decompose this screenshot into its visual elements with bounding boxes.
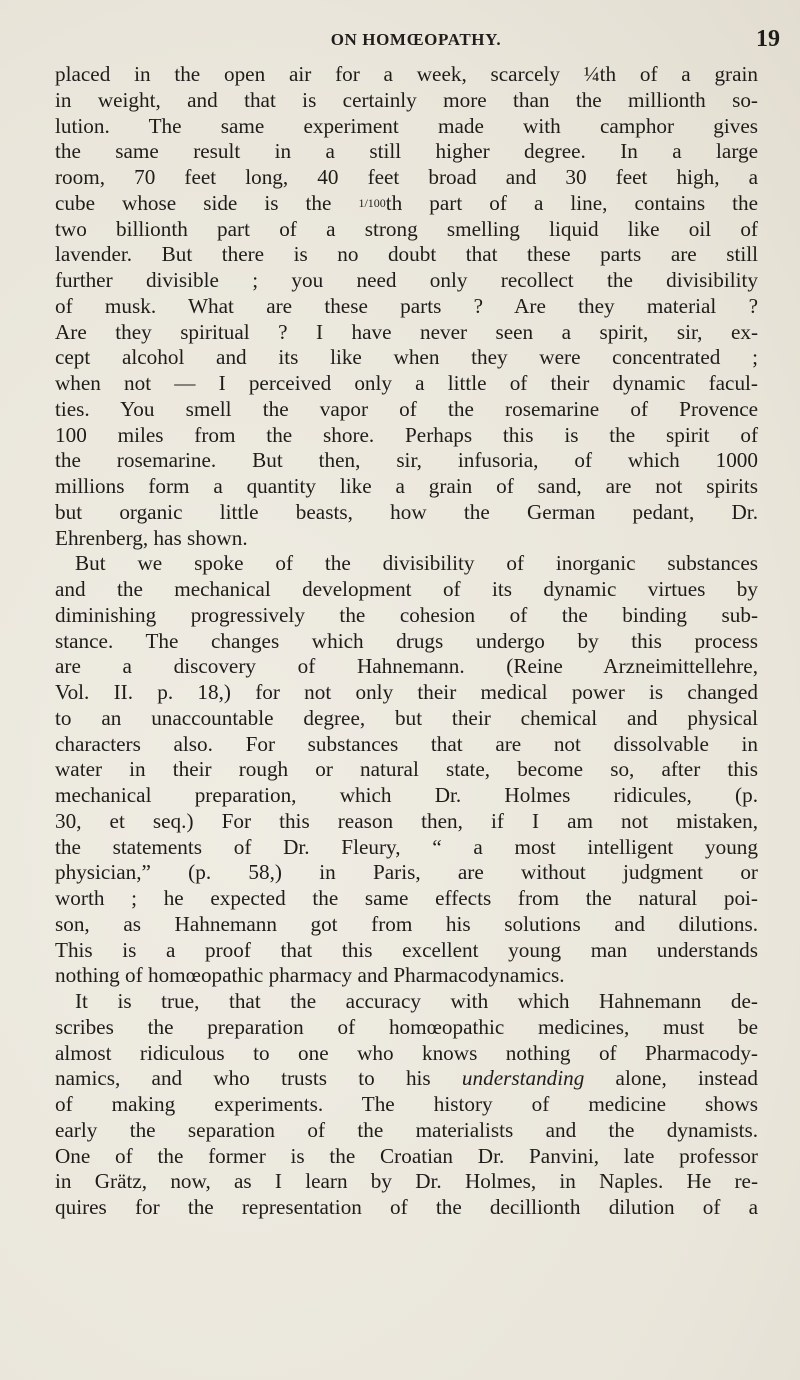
text-line: cept alcohol and its like when they were concentrated ; bbox=[55, 345, 758, 370]
text-line: in weight, and that is certainly more than the millionth so- bbox=[55, 87, 758, 112]
text-line: worth ; he expected the same effects from the natural poi- bbox=[55, 886, 758, 910]
page-number: 19 bbox=[756, 26, 780, 52]
text-line: millions form a quantity like a grain of sand, are not spirits bbox=[55, 474, 758, 498]
text-line: scribes the preparation of homœopathic medicines, must be bbox=[55, 1014, 758, 1039]
text-line: physician,” (p. 58,) in Paris, are without judgment or bbox=[55, 860, 758, 885]
text-line: and the mechanical development of its dynamic virtues by bbox=[55, 577, 758, 601]
text-line: mechanical preparation, which Dr. Holmes ridicules, (p. bbox=[55, 783, 758, 807]
text-line: further divisible ; you need only recollect the divisibility bbox=[55, 268, 758, 292]
text-run: namics, and who trusts to his bbox=[55, 1066, 462, 1091]
text-line: are a discovery of Hahnemann. (Reine Arzneimittellehre, bbox=[55, 654, 758, 679]
text-line: One of the former is the Croatian Dr. Panvini, late professor bbox=[55, 1143, 758, 1168]
text-line: ties. You smell the vapor of the rosemarine of Provence bbox=[55, 396, 758, 421]
text-line: characters also. For substances that are not dissolvable in bbox=[55, 731, 758, 756]
text-line: of musk. What are these parts ? Are they material ? bbox=[55, 293, 758, 318]
text-line: nothing of homœopathic pharmacy and Pharmacodynamics. bbox=[55, 963, 565, 988]
text-line: two billionth part of a strong smelling liquid like oil of bbox=[55, 216, 758, 241]
running-title: ON HOMŒOPATHY. bbox=[330, 30, 502, 49]
text-line: of making experiments. The history of medicine shows bbox=[55, 1092, 758, 1116]
text-line: But we spoke of the divisibility of inorganic substances bbox=[75, 551, 758, 576]
text-line: diminishing progressively the cohesion of the binding sub- bbox=[55, 602, 758, 627]
fraction: 1/100 bbox=[358, 195, 386, 210]
text-run: alone, instead bbox=[584, 1066, 758, 1091]
text-line: almost ridiculous to one who knows nothing of Pharmacody- bbox=[55, 1040, 758, 1065]
text-line: Are they spiritual ? I have never seen a spirit, sir, ex- bbox=[55, 319, 758, 344]
text-line: the same result in a still higher degree. In a large bbox=[55, 139, 758, 164]
text-line: Ehrenberg, has shown. bbox=[55, 525, 248, 550]
text-line: stance. The changes which drugs undergo by this process bbox=[55, 628, 758, 653]
text-line: water in their rough or natural state, become so, after this bbox=[55, 757, 758, 782]
text-line: in Grätz, now, as I learn by Dr. Holmes, in Naples. He re- bbox=[55, 1169, 758, 1194]
text-run: cube whose side is the bbox=[55, 190, 359, 215]
text-line: early the separation of the materialists and the dynamists. bbox=[55, 1117, 758, 1142]
body-text bbox=[55, 62, 758, 1221]
text-line: the statements of Dr. Fleury, “ a most intelligent young bbox=[55, 834, 758, 859]
text-line: placed in the open air for a week, scarcely ¼th of a grain bbox=[55, 62, 758, 86]
text-line: 100 miles from the shore. Perhaps this is the spirit of bbox=[55, 422, 758, 447]
text-line: when not — I perceived only a little of their dynamic facul- bbox=[55, 371, 758, 395]
text-line: son, as Hahnemann got from his solutions and dilutions. bbox=[55, 911, 758, 936]
text-line: quires for the representation of the decillionth dilution of a bbox=[55, 1195, 758, 1219]
text-line: 30, et seq.) For this reason then, if I am not mistaken, bbox=[55, 808, 758, 833]
italic-text: understanding bbox=[461, 1066, 585, 1091]
text-line: the rosemarine. But then, sir, infusoria, of which 1000 bbox=[55, 448, 758, 473]
text-line bbox=[55, 191, 758, 217]
text-line: but organic little beasts, how the German pedant, Dr. bbox=[55, 499, 758, 524]
text-run: th part of a line, contains the bbox=[385, 190, 758, 215]
text-line: room, 70 feet long, 40 feet broad and 30 feet high, a bbox=[55, 165, 758, 189]
text-line: Vol. II. p. 18,) for not only their medical power is changed bbox=[55, 680, 758, 704]
text-line: lavender. But there is no doubt that these parts are still bbox=[55, 242, 758, 267]
text-line: This is a proof that this excellent young man understands bbox=[55, 937, 758, 962]
running-head bbox=[52, 22, 780, 52]
text-line: to an unaccountable degree, but their chemical and physical bbox=[55, 705, 758, 730]
text-line bbox=[55, 1066, 758, 1092]
text-line: It is true, that the accuracy with which Hahnemann de- bbox=[75, 989, 758, 1013]
text-line: lution. The same experiment made with camphor gives bbox=[55, 113, 758, 138]
